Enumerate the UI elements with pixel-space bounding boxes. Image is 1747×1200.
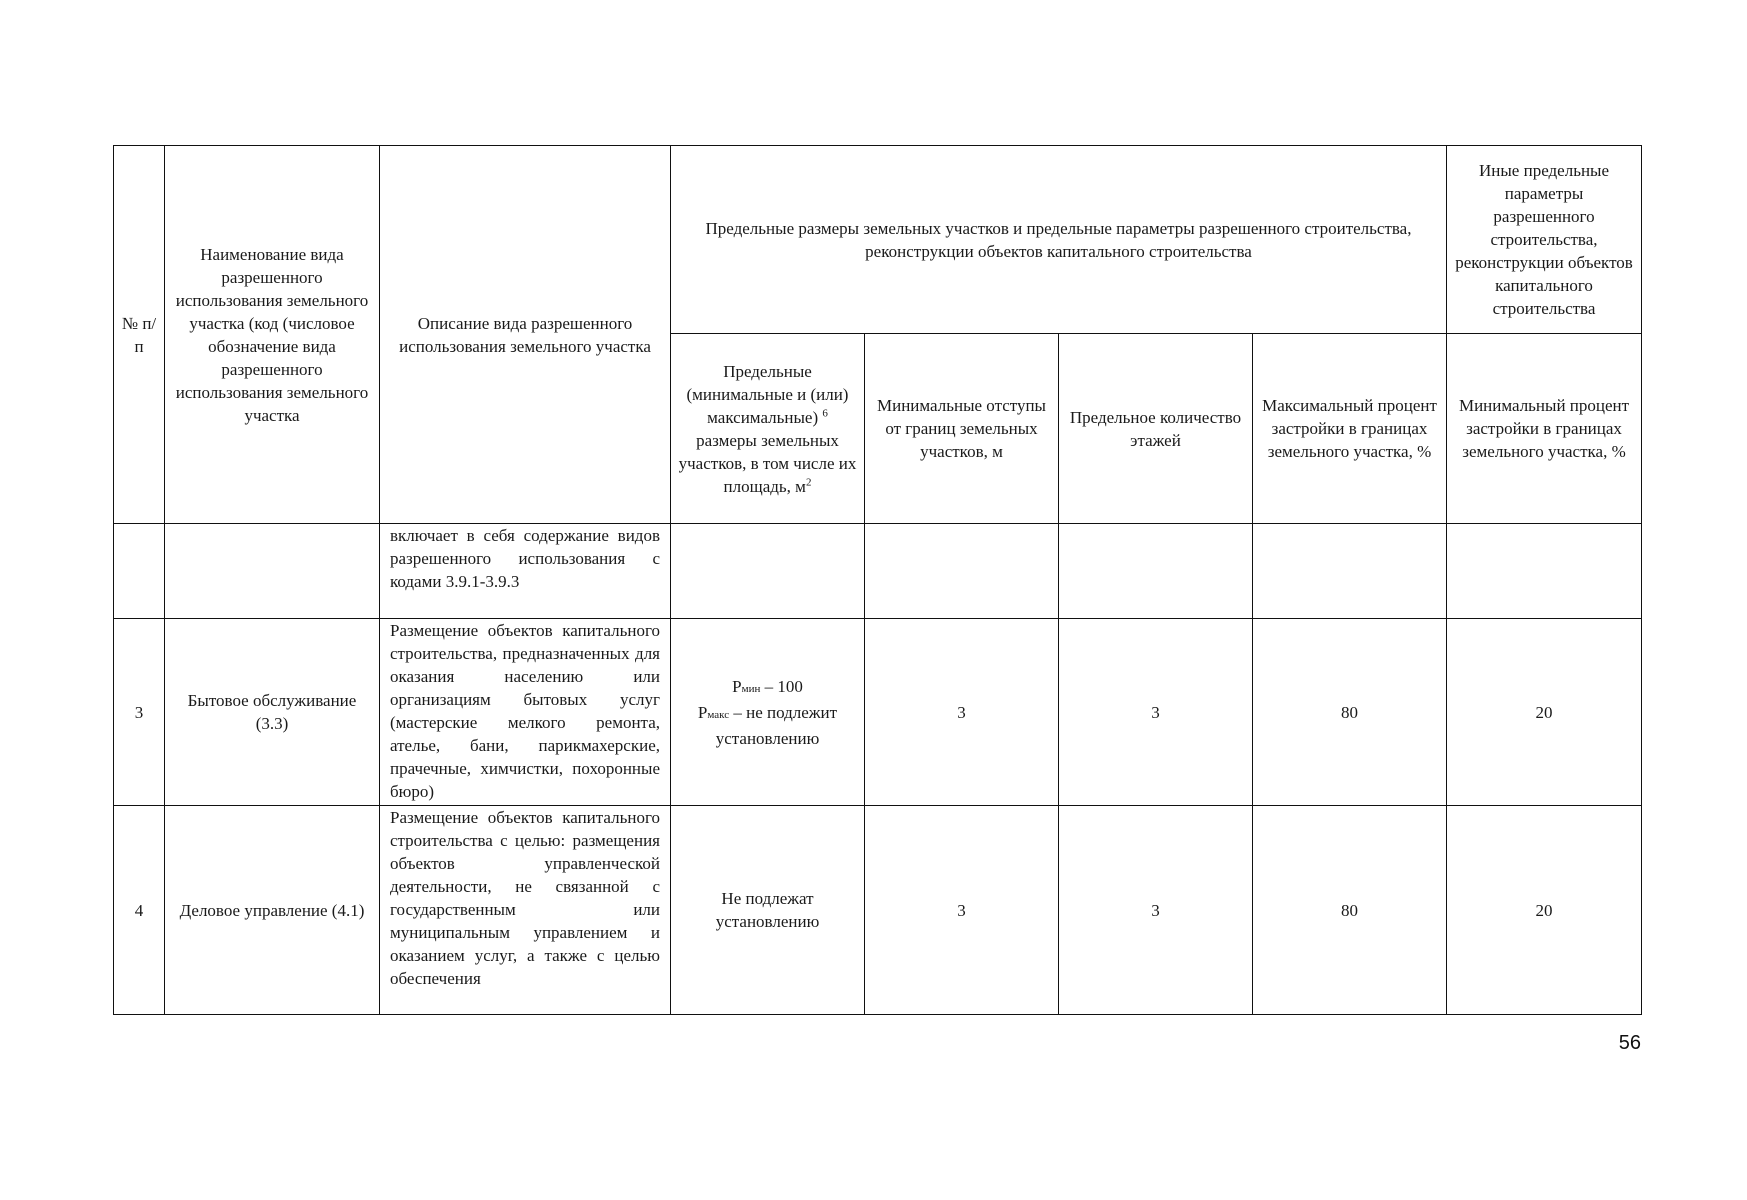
row-sizes	[671, 619, 865, 806]
header-name: Наименование вида разрешенного использования земельного участка (код (числовое обозначение вида разрешенного использования земельного участка	[165, 146, 380, 524]
header-group: Предельные размеры земельных участков и предельные параметры разрешенного строительства, реконструкции объектов капитального строительства	[671, 146, 1447, 334]
row-setbacks: 3	[865, 619, 1059, 806]
header-min-percent: Минимальный процент застройки в границах земельного участка, %	[1447, 334, 1642, 524]
size-max-line	[677, 701, 858, 750]
cont-name	[165, 524, 380, 619]
footnote-mark: 6	[822, 406, 828, 419]
cont-floors	[1059, 524, 1253, 619]
header-sizes-text: Предельные (минимальные и (или) максимальные)	[686, 361, 849, 427]
land-use-table	[113, 145, 1642, 1015]
header-other: Иные предельные параметры разрешенного строительства, реконструкции объектов капитального строительства	[1447, 146, 1642, 334]
header-sizes	[671, 334, 865, 524]
row-min-percent: 20	[1447, 619, 1642, 806]
row-setbacks: 3	[865, 806, 1059, 1015]
cont-setbacks	[865, 524, 1059, 619]
size-min-subscript: мин	[741, 682, 761, 695]
header-sizes-rest: размеры земельных участков, в том числе их площадь, м	[678, 430, 857, 496]
size-max-value: – не подлежит установлению	[715, 702, 838, 748]
size-max-subscript: макс	[707, 708, 730, 721]
page-number: 56	[1618, 1032, 1641, 1054]
size-max-letter: Р	[697, 702, 708, 722]
row-name: Бытовое обслуживание (3.3)	[165, 619, 380, 806]
cont-max-percent	[1253, 524, 1447, 619]
row-num: 4	[114, 806, 165, 1015]
table-row	[114, 619, 1642, 806]
size-min-line	[677, 675, 858, 701]
unit-superscript: 2	[805, 475, 812, 488]
cont-description: включает в себя содержание видов разрешенного использования с кодами 3.9.1-3.9.3	[380, 524, 671, 619]
header-row-1	[114, 146, 1642, 334]
header-setbacks: Минимальные отступы от границ земельных участков, м	[865, 334, 1059, 524]
row-description: Размещение объектов капитального строительства с целью: размещения объектов управленческой деятельности, не связанной с государственным или муниципальным управлением и оказанием услуг, а также с целью обеспечения	[380, 806, 671, 1015]
cont-sizes	[671, 524, 865, 619]
cont-num	[114, 524, 165, 619]
row-min-percent: 20	[1447, 806, 1642, 1015]
continuation-row	[114, 524, 1642, 619]
row-floors: 3	[1059, 619, 1253, 806]
table-row	[114, 806, 1642, 1015]
header-description: Описание вида разрешенного использования земельного участка	[380, 146, 671, 524]
row-max-percent: 80	[1253, 619, 1447, 806]
row-num: 3	[114, 619, 165, 806]
cont-min-percent	[1447, 524, 1642, 619]
header-floors: Предельное количество этажей	[1059, 334, 1253, 524]
header-max-percent: Максимальный процент застройки в границах земельного участка, %	[1253, 334, 1447, 524]
row-description: Размещение объектов капитального строительства, предназначенных для оказания населению или организациям бытовых услуг (мастерские мелкого ремонта, ателье, бани, парикмахерские, прачечные, химчистки, похоронные бюро)	[380, 619, 671, 806]
row-name: Деловое управление (4.1)	[165, 806, 380, 1015]
row-sizes: Не подлежат установлению	[671, 806, 865, 1015]
row-max-percent: 80	[1253, 806, 1447, 1015]
header-num: № п/п	[114, 146, 165, 524]
row-floors: 3	[1059, 806, 1253, 1015]
size-min-letter: Р	[732, 676, 742, 696]
size-min-value: – 100	[760, 676, 803, 696]
